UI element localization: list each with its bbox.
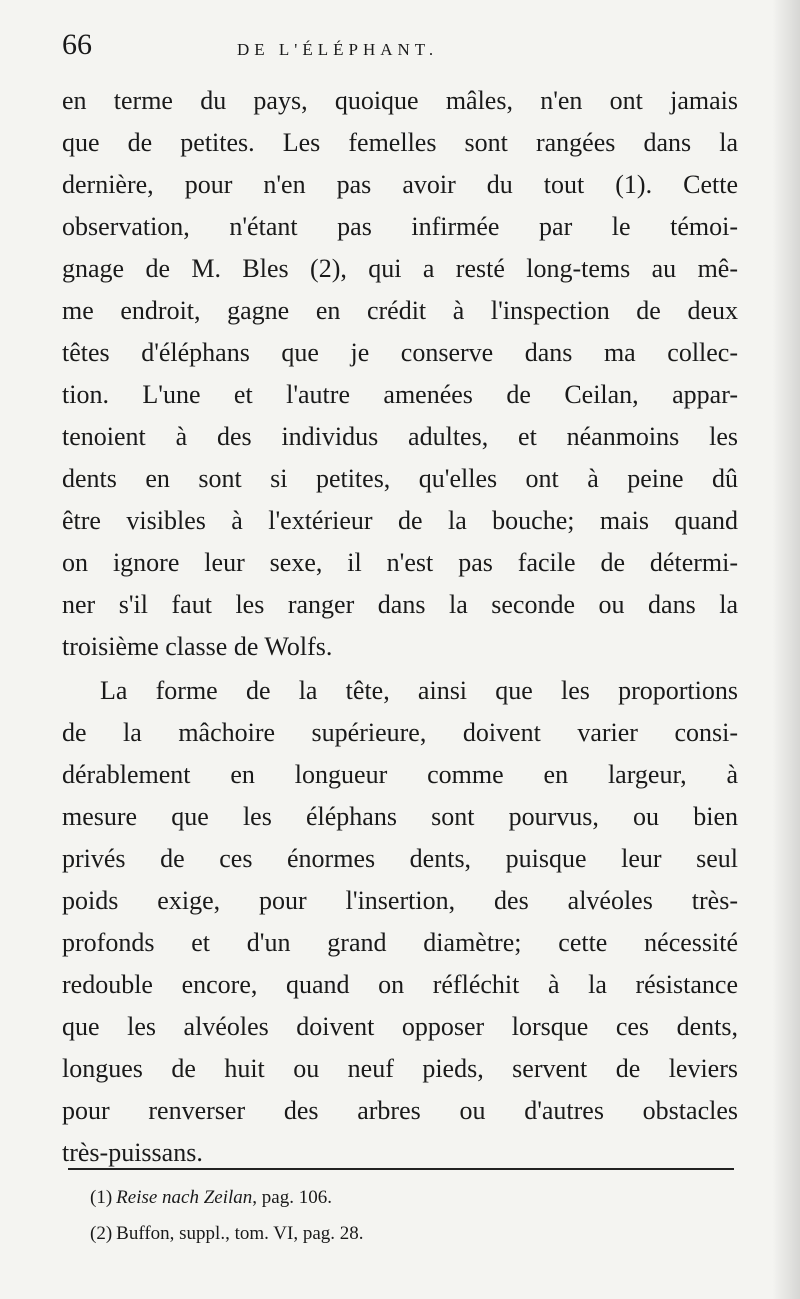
text-line: longues de huit ou neuf pieds, servent de leviers — [62, 1054, 738, 1083]
text-line: de la mâchoire supérieure, doivent varier consi- — [62, 718, 738, 747]
footnote-marker: (1) — [90, 1187, 113, 1208]
text-line: me endroit, gagne en crédit à l'inspection de deux — [62, 296, 738, 325]
text-line: tenoient à des individus adultes, et néanmoins les — [62, 422, 738, 451]
text-line: dents en sont si petites, qu'elles ont à peine dû — [62, 464, 738, 493]
page-number: 66 — [62, 28, 92, 61]
footnote-text: , pag. 106. — [252, 1187, 332, 1208]
text-line: troisième classe de Wolfs. — [62, 632, 333, 661]
text-line: têtes d'éléphans que je conserve dans ma collec- — [62, 338, 738, 367]
body-text — [62, 80, 738, 1174]
footnotes — [90, 1180, 690, 1252]
text-line: être visibles à l'extérieur de la bouche; mais quand — [62, 506, 738, 535]
footnote-text: Buffon, suppl., tom. VI, pag. 28. — [116, 1223, 364, 1244]
text-line: poids exige, pour l'insertion, des alvéoles très- — [62, 886, 738, 915]
text-line: privés de ces énormes dents, puisque leur seul — [62, 844, 738, 873]
text-line: pour renverser des arbres ou d'autres obstacles — [62, 1096, 738, 1125]
page-edge-shadow — [772, 0, 800, 1299]
text-line: gnage de M. Bles (2), qui a resté long-tems au mê- — [62, 254, 738, 283]
text-line: observation, n'étant pas infirmée par le témoi- — [62, 212, 738, 241]
text-line: ner s'il faut les ranger dans la seconde ou dans la — [62, 590, 738, 619]
text-line: redouble encore, quand on réfléchit à la résistance — [62, 970, 738, 999]
text-line: dérablement en longueur comme en largeur, à — [62, 760, 738, 789]
footnote-2 — [90, 1216, 690, 1252]
page-header — [62, 26, 730, 66]
text-line: La forme de la tête, ainsi que les proportions — [100, 676, 738, 705]
footnote-rule — [68, 1168, 734, 1170]
footnote-marker: (2) — [90, 1223, 113, 1244]
footnote-1 — [90, 1180, 690, 1216]
text-line: en terme du pays, quoique mâles, n'en ont jamais — [62, 86, 738, 115]
text-line: que les alvéoles doivent opposer lorsque ces dents, — [62, 1012, 738, 1041]
text-line: que de petites. Les femelles sont rangées dans la — [62, 128, 738, 157]
footnote-title: Reise nach Zeilan — [116, 1187, 253, 1208]
text-line: très-puissans. — [62, 1138, 203, 1167]
text-line: mesure que les éléphans sont pourvus, ou bien — [62, 802, 738, 831]
text-line: profonds et d'un grand diamètre; cette nécessité — [62, 928, 738, 957]
text-line: dernière, pour n'en pas avoir du tout (1). Cette — [62, 170, 738, 199]
text-line: tion. L'une et l'autre amenées de Ceilan, appar- — [62, 380, 738, 409]
text-line: on ignore leur sexe, il n'est pas facile de détermi- — [62, 548, 738, 577]
running-head: DE L'ÉLÉPHANT. — [237, 40, 439, 59]
